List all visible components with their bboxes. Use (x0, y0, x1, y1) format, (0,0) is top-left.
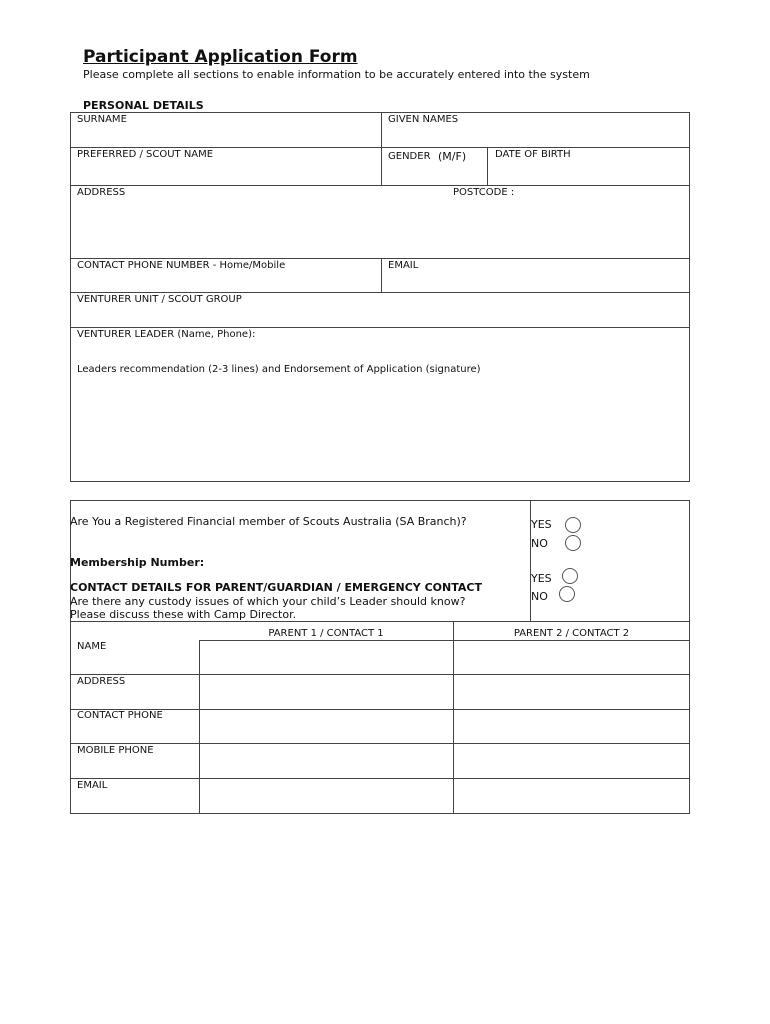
parent1-email-input[interactable] (200, 779, 452, 813)
email-field[interactable] (382, 259, 689, 291)
parent2-mobile-phone-input[interactable] (454, 744, 689, 777)
postcode-label: POSTCODE : (453, 187, 515, 198)
address-field[interactable] (71, 186, 689, 257)
preferred-name-label: PREFERRED / SCOUT NAME (77, 149, 214, 160)
parent1-column-header: PARENT 1 / CONTACT 1 (268, 628, 384, 639)
given-names-label: GIVEN NAMES (388, 114, 459, 125)
custody-note: Please discuss these with Camp Director. (70, 608, 297, 621)
row-label-mobile-phone: MOBILE PHONE (77, 745, 154, 756)
gender-field[interactable] (382, 148, 486, 184)
leader-field[interactable] (71, 328, 689, 481)
parent1-address-input[interactable] (200, 675, 452, 708)
membership-number-label: Membership Number: (70, 556, 205, 569)
membership-no-radio[interactable] (565, 535, 581, 551)
given-names-field[interactable] (382, 113, 689, 146)
leader-label: VENTURER LEADER (Name, Phone): (77, 329, 256, 340)
address-label: ADDRESS (77, 187, 126, 198)
row-label-contact-phone: CONTACT PHONE (77, 710, 163, 721)
parent1-mobile-phone-input[interactable] (200, 744, 452, 777)
unit-group-field[interactable] (71, 293, 689, 326)
membership-yes-radio[interactable] (565, 517, 581, 533)
row-label-address: ADDRESS (77, 676, 126, 687)
form-subtitle: Please complete all sections to enable information to be accurately entered into the system (83, 68, 590, 81)
custody-no-label: NO (531, 590, 548, 603)
custody-no-radio[interactable] (559, 586, 575, 602)
gender-label: GENDER (388, 151, 431, 162)
membership-yes-label: YES (531, 518, 552, 531)
gender-options: (M/F) (438, 150, 467, 163)
contact-phone-field[interactable] (71, 259, 380, 291)
parent1-name-input[interactable] (200, 641, 452, 673)
preferred-name-field[interactable] (71, 148, 380, 184)
parent1-contact-phone-input[interactable] (200, 710, 452, 742)
personal-details-heading: PERSONAL DETAILS (83, 99, 204, 112)
custody-yes-radio[interactable] (562, 568, 578, 584)
unit-group-label: VENTURER UNIT / SCOUT GROUP (77, 294, 242, 305)
row-label-name: NAME (77, 641, 107, 652)
parent2-address-input[interactable] (454, 675, 689, 708)
row-label-email: EMAIL (77, 780, 108, 791)
surname-label: SURNAME (77, 114, 127, 125)
form-title: Participant Application Form (83, 47, 358, 67)
recommendation-label: Leaders recommendation (2-3 lines) and Endorsement of Application (signature) (77, 364, 481, 375)
custody-yes-label: YES (531, 572, 552, 585)
parent2-name-input[interactable] (454, 641, 689, 673)
membership-no-label: NO (531, 537, 548, 550)
contact-details-heading: CONTACT DETAILS FOR PARENT/GUARDIAN / EMERGENCY CONTACT (70, 581, 482, 594)
custody-question: Are there any custody issues of which your child’s Leader should know? (70, 595, 466, 608)
dob-label: DATE OF BIRTH (495, 149, 571, 160)
parent2-contact-phone-input[interactable] (454, 710, 689, 742)
date-of-birth-field[interactable] (488, 148, 689, 184)
contact-phone-label: CONTACT PHONE NUMBER - Home/Mobile (77, 260, 286, 271)
membership-question: Are You a Registered Financial member of Scouts Australia (SA Branch)? (70, 515, 467, 528)
parent2-column-header: PARENT 2 / CONTACT 2 (513, 628, 630, 639)
surname-field[interactable] (71, 113, 380, 146)
email-label: EMAIL (388, 260, 419, 271)
parent2-email-input[interactable] (454, 779, 689, 813)
